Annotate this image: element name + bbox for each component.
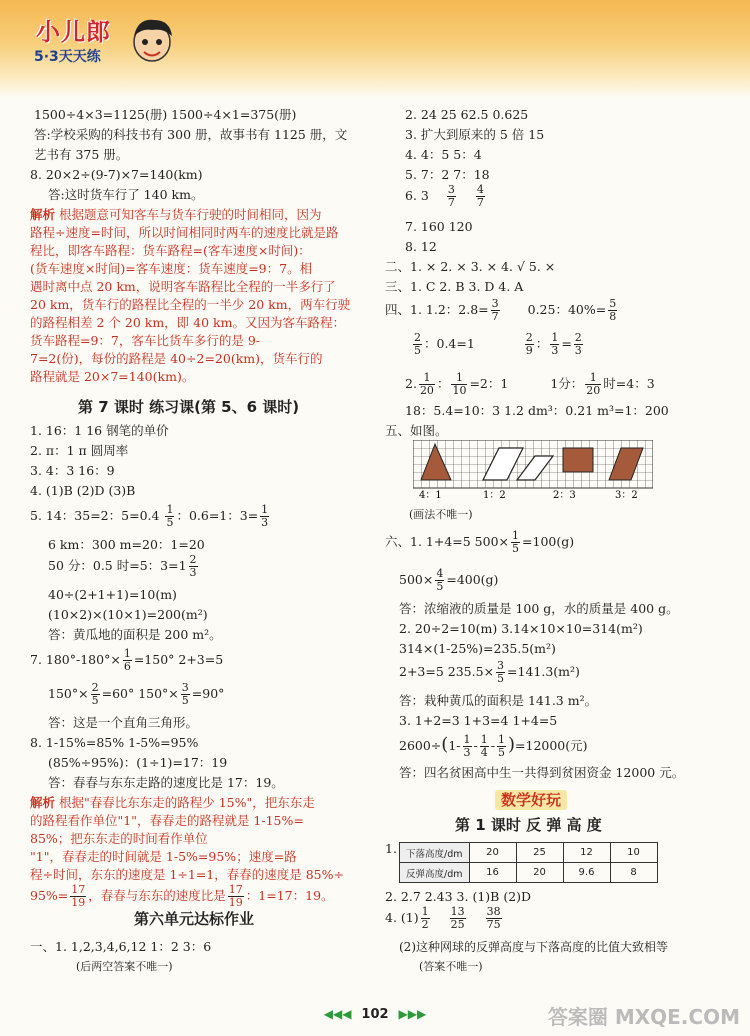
answer-line: 2+3=5 235.5× <box>399 664 495 679</box>
explanation-label: 解析 <box>30 795 56 810</box>
table-cell: 10 <box>610 843 657 863</box>
fraction: $\frac{1}{2}$ <box>421 905 429 931</box>
fraction: $\frac{2}{3}$ <box>574 331 582 357</box>
answer-line: 答：黄瓜地的面积是 200 m²。 <box>48 627 222 642</box>
fraction: $\frac{1}{3}$ <box>463 733 471 759</box>
fraction: $\frac{17}{19}$ <box>228 883 243 909</box>
answer-line: 答：浓缩液的质量是 100 g，水的质量是 400 g。 <box>399 601 679 616</box>
explanation-text: 95%= <box>30 888 69 903</box>
answer-line: 4. (1)B (2)D (3)B <box>30 483 136 498</box>
fraction: $\frac{3}{5}$ <box>181 681 189 707</box>
answer-line: 六、1. 1+4=5 500× <box>385 534 510 549</box>
text-line: 1500÷4×3=1125(册) 1500÷4×1=375(册) <box>34 107 297 122</box>
answer-line: 答：栽种黄瓜的面积是 141.3 m²。 <box>399 693 598 708</box>
answer-line: 一、1. 1,2,3,4,6,12 1：2 3：6 <box>30 939 212 954</box>
answer-line: 2. 24 25 62.5 0.625 <box>405 107 529 122</box>
unit-heading: 第六单元达标作业 <box>134 910 255 928</box>
next-arrows-icon: ▶▶▶ <box>398 1007 427 1021</box>
page-footer <box>300 1006 450 1022</box>
explanation-text: (货车速度×时间)=客车速度：货车速度=9：7。相 <box>30 261 313 276</box>
table-row <box>400 843 658 863</box>
grid-label: 4：1 <box>419 490 442 500</box>
text-line: 8. 20×2÷(9-7)×7=140(km) <box>30 167 203 182</box>
fraction: $\frac{1}{4}$ <box>480 733 488 759</box>
answer-line: 50 分：0.5 时=5：3=1 <box>48 558 187 573</box>
answer-line: 40÷(2+1+1)=10(m) <box>48 587 177 602</box>
answer-line: 18：5.4=10：3 1.2 dm³：0.21 m³=1：200 <box>405 403 669 418</box>
brand-name: 小儿郎 <box>36 18 111 46</box>
table-cell: 反弹高度/dm <box>400 863 470 883</box>
lesson-heading: 第 1 课时 反 弹 高 度 <box>455 816 602 834</box>
fraction: $\frac{1}{3}$ <box>261 503 269 529</box>
answer-line: 2. π：1 π 圆周率 <box>30 443 129 458</box>
fraction: $\frac{2}{9}$ <box>525 331 533 357</box>
answer-line: 答：四名贫困高中生一共得到贫困资金 12000 元。 <box>399 765 685 780</box>
table-cell: 8 <box>610 863 657 883</box>
watermark: 答案圈 MXQE.COM <box>547 1005 740 1029</box>
table-cell: 下落高度/dm <box>400 843 470 863</box>
explanation-text: "1"，春春走的时间就是 1-5%=95%；速度=路 <box>30 849 297 864</box>
explanation-text: 85%；把东东走的时间看作单位 <box>30 831 208 846</box>
table-cell: 9.6 <box>563 863 610 883</box>
answer-note: (画法不唯一) <box>409 508 473 521</box>
answer-line: 二、1. × 2. × 3. × 4. √ 5. × <box>385 259 556 274</box>
fraction: $\frac{17}{19}$ <box>71 883 86 909</box>
explanation-text: 程÷时间，东东的速度是 1÷1=1，春春的速度是 85%÷ <box>30 867 344 882</box>
explanation-label: 解析 <box>30 207 56 222</box>
text-line: 答:学校采购的科技书有 300 册，故事书有 1125 册，文 <box>34 127 348 142</box>
explanation-text: 遇时离中点 20 km，说明客车路程比全程的一半多行了 <box>30 279 336 294</box>
answer-line: 三、1. C 2. B 3. D 4. A <box>385 279 524 294</box>
answer-line: 8. 12 <box>405 239 437 254</box>
answer-line: 4. 4：5 5：4 <box>405 147 482 162</box>
explanation-text: 的路程相差 2 个 20 km，即 40 km。又因为客车路程： <box>30 315 345 330</box>
grid-label: 3：2 <box>615 490 638 500</box>
mascot-icon <box>128 14 176 66</box>
answer-note: (答案不唯一) <box>419 960 483 973</box>
answer-line: 4. (1) <box>385 910 419 925</box>
lesson-heading: 第 7 课时 练习课(第 5、6 课时) <box>78 398 300 416</box>
table-cell: 16 <box>469 863 516 883</box>
page-header <box>0 0 750 98</box>
answer-line: (85%÷95%)：(1÷1)=17：19 <box>48 755 228 770</box>
explanation-text: 7=2(份)，每份的路程是 40÷2=20(km)，货车行的 <box>30 351 323 366</box>
answer-line: 8. 1-15%=85% 1-5%=95% <box>30 735 199 750</box>
answer-line: 3. 4：3 16：9 <box>30 463 115 478</box>
explanation-text: 路程就是 20×7=140(km)。 <box>30 369 195 384</box>
table-cell: 25 <box>516 843 563 863</box>
fraction: $\frac{1}{10}$ <box>452 371 467 397</box>
answer-line: 1. <box>385 841 397 856</box>
fraction: $\frac{2}{5}$ <box>91 681 99 707</box>
text-line: 答:这时货车行了 140 km。 <box>48 187 204 202</box>
explanation-text: 20 km，货车行的路程比全程的一半少 20 km，两车行驶 <box>30 297 351 312</box>
answer-line: 7. 160 120 <box>405 219 473 234</box>
rectangle-shape <box>563 448 593 472</box>
explanation-text: 根据题意可知客车与货车行驶的时间相同，因为 <box>59 207 322 222</box>
fraction: $\frac{4}{7}$ <box>476 183 484 209</box>
answer-note: (后两空答案不唯一) <box>76 960 173 973</box>
answer-line: (2)这种网球的反弹高度与下落高度的比值大致相等 <box>399 940 668 954</box>
fraction: $\frac{1}{20}$ <box>419 371 434 397</box>
fraction: $\frac{3}{7}$ <box>491 297 499 323</box>
answer-line: 1. 16：1 16 钢笔的单价 <box>30 423 169 438</box>
brand-logo <box>30 10 180 72</box>
answer-line: 四、1. 1.2：2.8= <box>385 302 489 317</box>
bounce-height-table <box>399 842 658 883</box>
answer-line: 6. 3 <box>405 188 429 203</box>
explanation-text: 货车路程=9：7，客车比货车多行的是 9- <box>30 333 261 348</box>
fraction: $\frac{38}{75}$ <box>486 905 501 931</box>
fraction: $\frac{4}{5}$ <box>436 567 444 593</box>
table-cell: 20 <box>469 843 516 863</box>
answer-line: 2. 2.7 2.43 3. (1)B (2)D <box>385 889 532 904</box>
fraction: $\frac{5}{8}$ <box>609 297 617 323</box>
prev-arrows-icon: ◀◀◀ <box>323 1007 352 1021</box>
table-cell: 20 <box>516 863 563 883</box>
answer-line: 5. 14：35=2：5=0.4 <box>30 508 160 523</box>
answer-line: 答：这是一个直角三角形。 <box>48 715 199 730</box>
grid-label: 1：2 <box>483 490 506 500</box>
table-cell: 12 <box>563 843 610 863</box>
fraction: $\frac{1}{5}$ <box>166 503 174 529</box>
fraction: $\frac{1}{5}$ <box>497 733 505 759</box>
fraction: $\frac{1}{6}$ <box>123 647 131 673</box>
section-banner: 数学好玩 <box>495 790 567 810</box>
explanation-text: 的路程看作单位"1"，春春走的路程就是 1-15%= <box>30 813 304 828</box>
answer-line: 2600÷ <box>399 738 442 753</box>
fraction: $\frac{2}{3}$ <box>189 553 197 579</box>
fraction: $\frac{3}{5}$ <box>497 659 505 685</box>
answer-line: ：0.4=1 <box>424 336 475 351</box>
answer-line: 6 km：300 m=20：1=20 <box>48 537 205 552</box>
answer-line: 5. 7：2 7：18 <box>405 167 490 182</box>
answer-line: 500× <box>399 572 434 587</box>
text-line: 艺书有 375 册。 <box>34 147 129 162</box>
answer-line: 7. 180°-180°× <box>30 652 121 667</box>
answer-line: 150°× <box>48 686 89 701</box>
fraction: $\frac{1}{5}$ <box>512 529 520 555</box>
explanation-text: 路程÷速度=时间，所以时间相同时两车的速度比就是路 <box>30 225 339 240</box>
page-number: 102 <box>361 1007 389 1022</box>
table-row <box>400 863 658 883</box>
brand-subtitle: 5·3天天练 <box>34 49 101 65</box>
answer-line: 3. 1+2=3 1+3=4 1+4=5 <box>399 713 558 728</box>
fraction: $\frac{2}{5}$ <box>414 331 421 357</box>
answer-line: 2. 20÷2=10(m) 3.14×10×10=314(m²) <box>399 621 643 636</box>
fraction: $\frac{3}{7}$ <box>447 183 455 209</box>
fraction: $\frac{1}{3}$ <box>551 331 559 357</box>
answer-line: 五、如图。 <box>385 423 448 438</box>
answer-line: 答：春春与东东走路的速度比是 17：19。 <box>48 775 284 790</box>
answer-line: 3. 扩大到原来的 5 倍 15 <box>405 127 545 142</box>
explanation-text: 根据"春春比东东走的路程少 15%"，把东东走 <box>59 795 315 810</box>
answer-line: (10×2)×(10×1)=200(m²) <box>48 607 208 622</box>
fraction: $\frac{1}{20}$ <box>586 371 601 397</box>
answer-line: 314×(1-25%)=235.5(m²) <box>399 641 556 656</box>
fraction: $\frac{13}{25}$ <box>450 905 465 931</box>
grid-label: 2：3 <box>553 490 576 500</box>
explanation-text: 程比，即客车路程：货车路程=(客车速度×时间)： <box>30 243 311 258</box>
answer-line: 2. <box>405 376 417 391</box>
ratio-grid-figure <box>413 440 653 500</box>
